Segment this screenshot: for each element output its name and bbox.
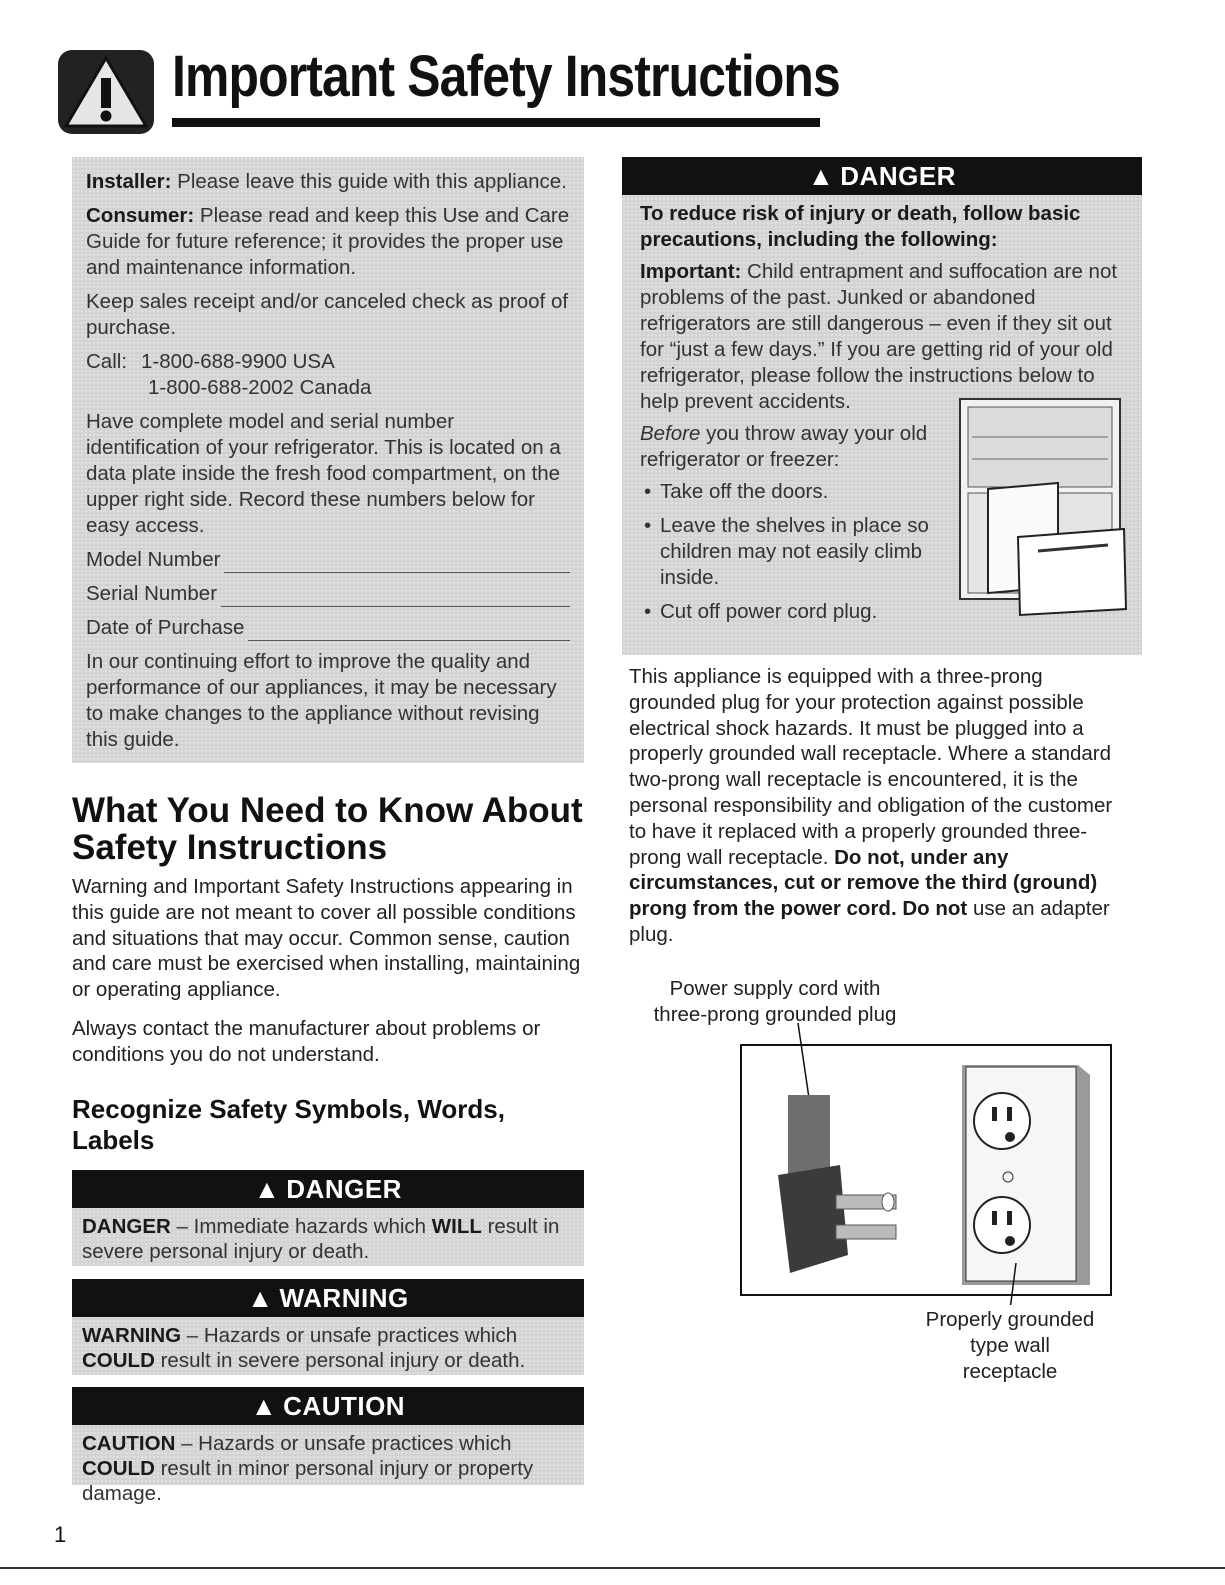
danger-header: ▲ DANGER [622,157,1142,195]
serial-number-label: Serial Number [86,582,218,605]
purchase-date-line[interactable] [248,622,570,641]
phone-canada: 1-800-688-2002 Canada [148,376,372,399]
serial-info: Have complete model and serial number identification of your refrigerator. This is located on a data plate inside the fresh food compartment, on the upper right side. Record these numbers below for easy access. [86,410,561,537]
section-heading: What You Need to Know About Safety Instructions [72,791,583,867]
list-item: • Leave the shelves in place so children may not easily climb inside. [640,513,940,591]
page-title: Important Safety Instructions [172,44,840,109]
model-number-line[interactable] [224,554,570,573]
warning-label-box [72,1279,584,1375]
danger-intro: To reduce risk of injury or death, follow basic precautions, including the following: [640,202,1081,251]
sub-heading: Recognize Safety Symbols, Words, Labels [72,1094,505,1155]
caution-label-text: CAUTION – Hazards or unsafe practices which COULD result in minor personal injury or property damage. [82,1432,534,1505]
improve-note: In our continuing effort to improve the quality and performance of our appliances, it may be necessary to make changes to the appliance without revising this guide. [86,650,557,751]
consumer-label: Consumer: [86,204,195,227]
call-label: Call: [86,350,128,373]
consumer-note [86,203,570,281]
warning-triangle-icon: ▲ [250,1391,278,1421]
model-number-label: Model Number [86,548,221,571]
installer-text: Please leave this guide with this appliance. [171,170,567,193]
warning-triangle-icon: ▲ [254,1174,281,1204]
installer-note [86,169,570,195]
danger-label-text: DANGER – Immediate hazards which WILL result in severe personal injury or death. [82,1215,560,1263]
purchase-date-field[interactable] [86,615,570,641]
receipt-note: Keep sales receipt and/or canceled check as proof of purchase. [86,290,569,339]
warning-triangle-icon: ▲ [808,161,835,191]
installer-label: Installer: [86,170,172,193]
danger-label-box [72,1170,584,1266]
receptacle-caption: Properly grounded type wall receptacle [925,1308,1095,1383]
danger-before: Before you throw away your old refrigerator or freezer: [640,422,928,471]
consumer-text: Please read and keep this Use and Care Guide for future reference; it provides the proper use and maintenance information. [86,204,570,279]
list-item: • Take off the doors. [640,479,940,505]
serial-number-field[interactable] [86,581,570,607]
plug-paragraph: This appliance is equipped with a three-prong grounded plug for your protection against possible electrical shock hazards. It must be plugged into a properly grounded wall receptacle. Where a standard two-prong wall receptacle is encountered, it is the personal responsibility and obligation of the customer to have it replaced with a properly grounded three-prong wall receptacle. Do not, under any circumstances, cut or remove the third (ground) prong from the power cord. Do not use an adapter plug. [629,665,1113,946]
call-row [86,349,570,375]
model-number-field[interactable] [86,547,570,573]
danger-bullets [640,479,940,625]
caution-label-box [72,1387,584,1505]
serial-number-line[interactable] [221,588,570,607]
bottom-rule [0,1567,1225,1569]
refrigerator-doors-illustration [958,397,1128,617]
warning-triangle-icon: ▲ [247,1283,274,1313]
phone-usa: 1-800-688-9900 USA [141,350,335,373]
list-item: • Cut off power cord plug. [640,599,940,625]
danger-important: Important: Child entrapment and suffocation are not problems of the past. Junked or abandoned refrigerators are still dangerous – even if they sit out for “just a few days.” If you are getting rid of your old refrigerator, please follow the instructions below to help prevent accidents. [640,260,1118,413]
installer-info-box [72,157,584,763]
warning-label-header: ▲ WARNING [72,1279,584,1317]
plug-and-receptacle-illustration [740,1005,1112,1305]
plug-caption: Power supply cord with three-prong grounded plug [653,977,897,1026]
page-number: 1 [54,1522,67,1547]
title-rule [172,118,820,127]
call-row-canada [86,375,570,401]
section-paragraph: Warning and Important Safety Instructions appearing in this guide are not meant to cover all possible conditions and situations that may occur. Common sense, caution and care must be exercised when installing, maintaining or operating appliance. [72,875,581,1002]
purchase-date-label: Date of Purchase [86,616,245,639]
section-paragraph: Always contact the manufacturer about problems or conditions you do not understand. [72,1017,541,1066]
caution-label-header: ▲ CAUTION [72,1387,584,1425]
danger-box [622,157,1142,655]
warning-icon [58,50,154,134]
warning-label-text: WARNING – Hazards or unsafe practices which COULD result in severe personal injury or death. [82,1324,526,1372]
danger-label-header: ▲ DANGER [72,1170,584,1208]
